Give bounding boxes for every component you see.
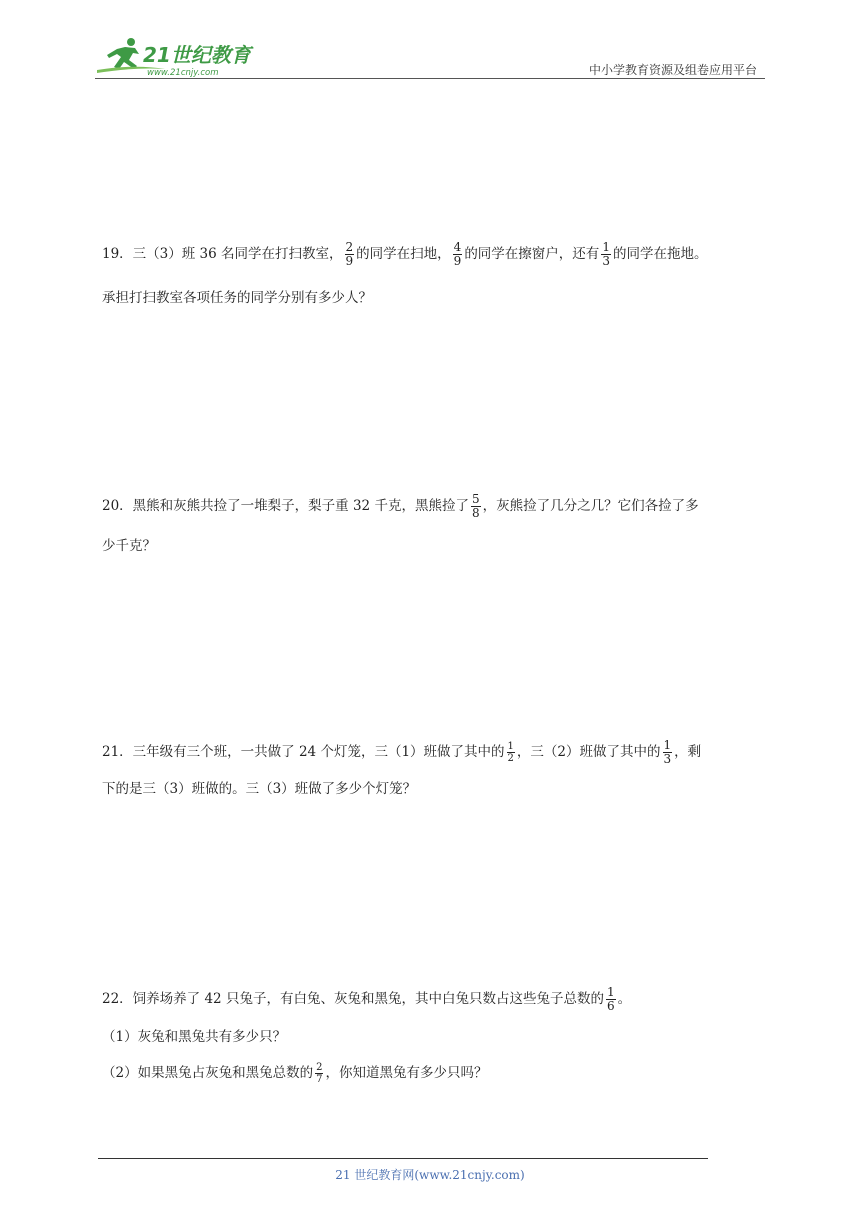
fraction: $\frac{2}{9}$ xyxy=(345,240,354,268)
question-line: 19．三（3）班 36 名同学在打扫教室， $\frac{2}{9}$ 的同学在扫地， $\frac{4}{9}$ 的同学在擦窗户，还有 $\frac{1}{3}$ 的同学在拖地。 xyxy=(102,240,708,268)
sub-question-1: （1）灰兔和黑兔共有多少只？ xyxy=(102,1029,287,1045)
fraction: $\frac{4}{9}$ xyxy=(453,240,462,268)
sub-question-2: （2）如果黑兔占灰兔和黑兔总数的 $\frac{2}{7}$ ，你知道黑兔有多少只吗？ xyxy=(102,1062,488,1085)
fraction: $\frac{1}{3}$ xyxy=(602,240,610,268)
footer-divider xyxy=(98,1158,708,1159)
fraction: $\frac{1}{3}$ xyxy=(663,738,672,766)
platform-name: 中小学教育资源及组卷应用平台 xyxy=(588,63,757,77)
text: 19．三（3）班 36 名同学在打扫教室， xyxy=(102,246,343,262)
fraction: $\frac{1}{6}$ xyxy=(606,985,615,1013)
fraction: $\frac{1}{2}$ xyxy=(507,741,514,764)
fraction: $\frac{5}{8}$ xyxy=(471,492,480,520)
footer-link[interactable]: 21 世纪教育网(www.21cnjy.com) xyxy=(335,1168,525,1182)
question-line: 下的是三（3）班做的。三（3）班做了多少个灯笼？ xyxy=(102,781,417,797)
header-divider xyxy=(95,78,765,79)
fraction: $\frac{2}{7}$ xyxy=(316,1062,323,1085)
question-line: 承担打扫教室各项任务的同学分别有多少人？ xyxy=(102,290,372,306)
question-line: 少千克？ xyxy=(102,538,156,554)
logo-url: www.21cnjy.com xyxy=(147,68,219,78)
question-line: 21．三年级有三个班，一共做了 24 个灯笼，三（1）班做了其中的 $\frac{1}{2}$ ，三（2）班做了其中的 $\frac{1}{3}$ ，剩 xyxy=(102,738,702,766)
question-line: 20．黑熊和灰熊共捡了一堆梨子，梨子重 32 千克，黑熊捡了 $\frac{5}{8}$ ，灰熊捡了几分之几？它们各捡了多 xyxy=(102,492,699,520)
logo-title: 21世纪教育 xyxy=(143,43,251,67)
logo xyxy=(95,36,260,78)
question-line: 22．饲养场养了 42 只兔子，有白兔、灰兔和黑兔，其中白兔只数占这些兔子总数的 $\frac{1}{6}$ 。 xyxy=(102,985,632,1013)
page-header xyxy=(95,30,765,80)
